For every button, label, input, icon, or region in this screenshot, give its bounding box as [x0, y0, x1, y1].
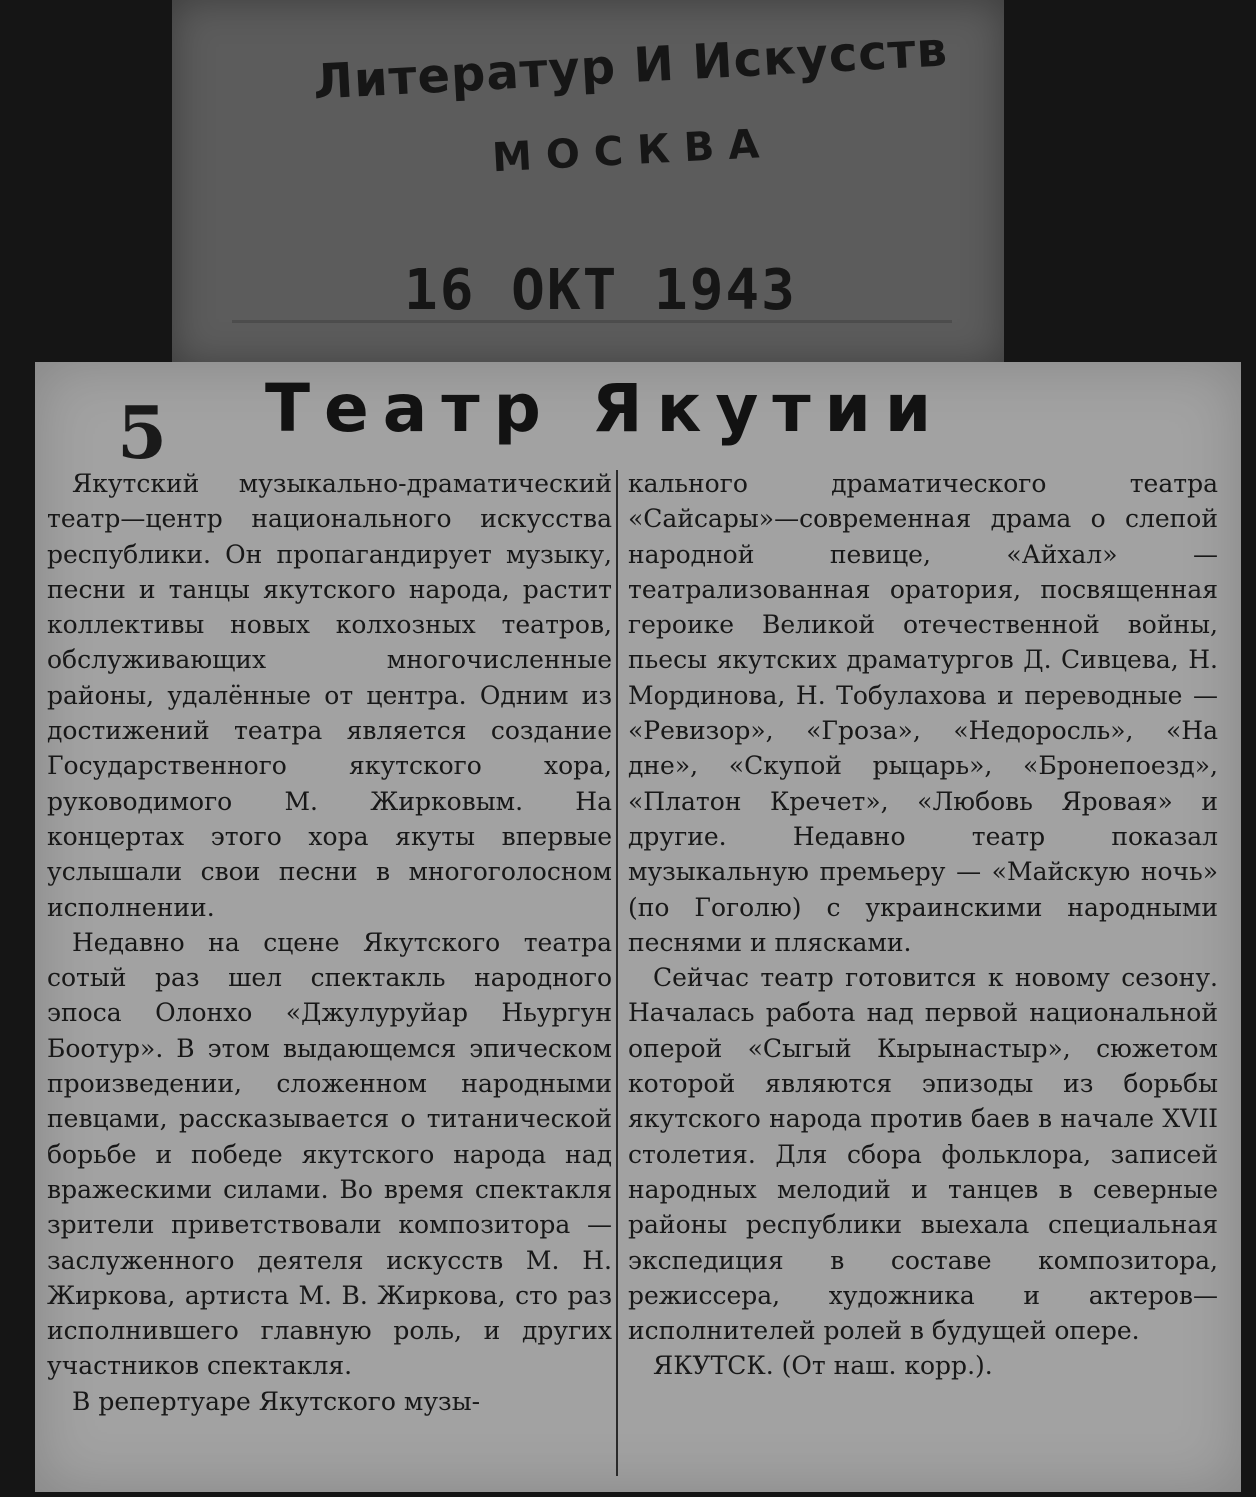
article-paragraph: Недавно на сцене Якутского театра сотый раз шел спектакль народного эпоса Олонхо «Джулуруйар Ньургун Боотур». В этом выдающемся эпическом произведении, сложенном народными певцами, рассказывается о титанической борьбе и победе якутского народа над вражескими силами. Во время спектакля зрители приветствовали композитора — заслуженного деятеля искусств М. Н. Жиркова, артиста М. В. Жиркова, сто раз исполнившего главную роль, и других участников спектакля.: [47, 927, 612, 1381]
stamp-publication: Литератур И Искусств: [311, 21, 950, 111]
article-paragraph: Сейчас театр готовится к новому сезону. Началась работа над первой национальной оперой «Сыгый Кырынастыр», сюжетом которой являются эпизоды из борьбы якутского народа против баев в начале XVII столетия. Для сбора фольклора, записей народных мелодий и танцев в северные районы республики выехала специальная экспедиция в составе композитора, режиссера, художника и актеров—исполнителей ролей в будущей опере.: [628, 963, 1218, 1346]
article-dateline: ЯКУТСК. (От наш. корр.).: [653, 1351, 993, 1381]
handwritten-page-number: 5: [117, 390, 168, 475]
article-left-column: [47, 466, 612, 1419]
newspaper-clipping: [35, 362, 1241, 1492]
stamp-date: 16 ОКТ 1943: [404, 258, 797, 323]
stamp-faint-line: [232, 320, 952, 343]
article-right-column: [628, 466, 1218, 1384]
article-title: Театр Якутии: [265, 370, 946, 447]
article-paragraph: Якутский музыкально-драматический театр—центр национального искусства республики. Он пропагандирует музыку, песни и танцы якутского народа, растит коллективы новых колхозных театров, обслуживающих многочисленные районы, удалённые от центра. Одним из достижений театра является создание Государственного якутского хора, руководимого М. Жирковым. На концертах этого хора якуты впервые услышали свои песни в многоголосном исполнении.: [47, 469, 612, 922]
article-paragraph: В репертуаре Якутского музы-: [72, 1386, 481, 1416]
archive-stamp: [172, 0, 1004, 366]
article-paragraph: кального драматического театра «Сайсары»—современная драма о слепой народной певице, «Айхал» — театрализованная оратория, посвященная героике Великой отечественной войны, пьесы якутских драматургов Д. Сивцева, Н. Мординова, Н. Тобулахова и переводные — «Ревизор», «Гроза», «Недоросль», «На дне», «Скупой рыцарь», «Бронепоезд», «Платон Кречет», «Любовь Яровая» и другие. Недавно театр показал музыкальную премьеру — «Майскую ночь» (по Гоголю) с украинскими народными песнями и плясками.: [628, 469, 1218, 957]
column-divider: [616, 470, 618, 1476]
stamp-city: МОСКВА: [490, 120, 775, 182]
